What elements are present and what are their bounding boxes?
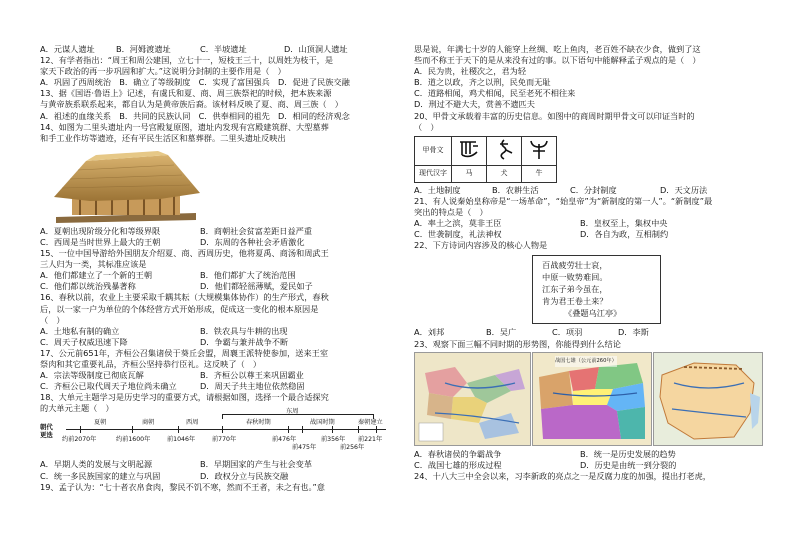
- poem-box: [532, 255, 661, 324]
- q20-line: 20、甲骨文承载着丰富的历史信息。如图中的商周时期甲骨文可以印证当时的: [414, 110, 695, 121]
- q20-options: A．土地制度 B．农耕生活 C．分封制度 D．天文历法: [414, 184, 708, 195]
- q15-line: 15、一位中国导游给外国朋友介绍夏、商、西周历史，他将夏禹、商汤和周武王: [40, 248, 329, 259]
- q23-line: 23、观察下面三幅不同时期的形势图，你能得到什么结论: [414, 338, 621, 349]
- q22-line: 22、下方诗词内容涉及的核心人物是: [414, 240, 548, 251]
- historical-maps: [414, 352, 764, 446]
- q15-options: A．他们都建立了一个新的王朝 B．他们都扩大了统治范围: [40, 270, 296, 281]
- poem-line: 百战疲劳壮士哀，: [542, 260, 608, 271]
- q17-options: C．齐桓公已取代周天子地位尚未确立 D．周天子共主地位依然稳固: [40, 381, 305, 392]
- q12-line: 家天下政治的再一步巩固和扩大。”这说明分封制的主要作用是（ ）: [40, 66, 286, 77]
- q21-line: 21、有人说秦始皇称帝是“一场革命”，“始皇帝”为“新制度的第一人”。“新制度”最: [414, 195, 713, 206]
- oracle-glyph-ox-icon: [522, 136, 557, 165]
- q22-options: A．刘邦 B．吴广 C．项羽 D．李斯: [414, 327, 649, 338]
- map-warring-states: [532, 352, 652, 446]
- q12-line: 12、有学者指出：“周王和周公建国，立七十一，短枝王三十，以周姓为枝干，是: [40, 55, 334, 66]
- q19-line: 19、孟子认为：“七十者衣帛食肉，黎民不饥不寒，然而不王者，未之有也。”意: [40, 481, 325, 492]
- timeline-segment: 战国时期: [310, 419, 335, 427]
- q23-options: A．春秋诸侯的争霸战争 B．统一是历史发展的趋势: [414, 448, 676, 459]
- q23-options: C．战国七雄的形成过程 D．历史是由统一到分裂的: [414, 459, 677, 470]
- q18-line: 18、大单元主题学习是历史学习的重要方式，请根据如图，选择一个最合适探究: [40, 392, 329, 403]
- q17-line: 17、公元前651年，齐桓公召集诸侯于葵丘会盟，周襄王派特使参加，送来王室: [40, 347, 329, 358]
- q16-options: C．周天子权威迅速下降 D．争霸与兼并战争不断: [40, 336, 289, 347]
- modern-char: 马: [452, 165, 487, 182]
- q12-options: A．巩固了西周统治 B．确立了等级制度 C．实现了富国强兵 D．促进了民族交融: [40, 77, 350, 88]
- oracle-glyph-dog-icon: [487, 136, 522, 165]
- q19-line: 些而不称王于天下的是从来没有过的事。以下语句中能解释孟子观点的是（ ）: [414, 55, 701, 66]
- map-qin-unification: [653, 352, 763, 446]
- q13-line: 与黄帝族系联系起来，都自认为是黄帝族后裔。该材料反映了夏、商、周三族（ ）: [40, 99, 343, 110]
- q19-option: D．刑过不避大夫，赏善不遗匹夫: [414, 99, 535, 110]
- timeline-row-label: 朝代 更迭: [40, 423, 53, 439]
- poem-line: 江东子弟今虽在，: [542, 284, 608, 295]
- timeline-year: 前1046年: [167, 436, 196, 444]
- q20-line: （ ）: [414, 121, 439, 132]
- q15-line: 三人归为一类，其标准应该是: [40, 259, 147, 270]
- q17-line: 祭肉和其它重要礼品，齐桓公坚持恭行臣礼。这反映了（ ）: [40, 358, 262, 369]
- map-spring-autumn: [414, 352, 531, 446]
- palace-reconstruction-image: [50, 147, 202, 225]
- poem-source: 《叠题乌江亭》: [564, 308, 622, 319]
- q15-options: C．他们都以统治残暴著称 D．他们都轻徭薄赋，爱民如子: [40, 281, 313, 292]
- q19-option: A．民为贵，社稷次之，君为轻: [414, 66, 527, 77]
- q21-options: C．世袭制度，礼法神权 D．各自为政，互相制约: [414, 229, 669, 240]
- q14-options: C．西周是当时世界上最大的王朝 D．东周的各种社会矛盾激化: [40, 236, 305, 247]
- modern-char: 犬: [487, 165, 522, 182]
- q11-options: A．元谋人遗址 B．河姆渡遗址 C．半坡遗址 D．山顶洞人遗址: [40, 44, 348, 54]
- q14-line: 14、如图为二里头遗址内一号宫殿复原图，遗址内发现有宫殿建筑群、大型墓葬: [40, 121, 329, 132]
- q19-option: B．道之以政，齐之以刑，民免而无耻: [414, 77, 551, 88]
- q16-line: 16、春秋以前，农业上主要采取千耦其耘（大规模集体协作）的生产形式，春秋: [40, 292, 329, 303]
- timeline-segment: 春秋时期: [246, 419, 271, 427]
- timeline-year: 前770年: [212, 436, 237, 444]
- poem-line: 肯为君王卷土来？: [542, 296, 608, 307]
- timeline-segment: 商朝: [142, 419, 155, 427]
- oracle-bone-table: [414, 136, 557, 183]
- q19-line: 思是说，年满七十岁的人能穿上丝绸、吃上鱼肉，老百姓不缺衣少食，做到了这: [414, 44, 701, 54]
- q18-line: 的大单元主题（ ）: [40, 403, 114, 414]
- q21-line: 突出的特点是（ ）: [414, 207, 488, 218]
- timeline-year: 前475年: [292, 444, 317, 452]
- timeline-segment: 西周: [186, 419, 199, 427]
- timeline-year: 前476年: [272, 436, 297, 444]
- east-zhou-label: 东周: [286, 408, 299, 416]
- timeline-segment: 秦朝建立: [358, 419, 383, 427]
- q14-options: A．夏朝出现阶级分化和等级界限 B．商朝社会贫富差距日益严重: [40, 225, 313, 236]
- q16-line: （ ）: [40, 314, 65, 325]
- timeline-year: 前356年: [321, 436, 346, 444]
- timeline-year: 前221年: [358, 436, 383, 444]
- q16-options: A．土地私有制的确立 B．铁农具与牛耕的出现: [40, 325, 288, 336]
- timeline-segment: 夏朝: [94, 419, 107, 427]
- right-column: [414, 44, 764, 482]
- oracle-glyph-horse-icon: [452, 136, 487, 165]
- modern-char: 牛: [522, 165, 557, 182]
- left-column: [40, 44, 386, 493]
- q21-options: A．率土之滨，莫非王臣 B．皇权至上，集权中央: [414, 218, 668, 229]
- timeline-axis: [66, 429, 386, 430]
- oracle-row-label: 现代汉字: [415, 165, 452, 182]
- timeline-year: 前256年: [340, 444, 365, 452]
- map-caption: 战国七雄（公元前260年）: [555, 356, 617, 367]
- q24-line: 24、十八大三中全会以来，习李新政的亮点之一是反腐力度的加强，提出打老虎，: [414, 470, 711, 481]
- q17-options: A．宗法等级制度已彻底瓦解 B．齐桓公以尊王来巩固霸业: [40, 370, 304, 381]
- q18-options: C．统一多民族国家的建立与巩固 D．政权分立与民族交融: [40, 470, 289, 481]
- q18-options: A．早期人类的发展与文明起源 B．早期国家的产生与社会变革: [40, 459, 313, 470]
- q16-line: 后，以一家一户为单位的个体经营方式开始形成，促成这一变化的根本原因是: [40, 303, 319, 314]
- q14-line: 和手工业作坊等遗迹，还有平民生活区和墓葬群。二里头遗址反映出: [40, 132, 286, 143]
- timeline-year: 约前1600年: [116, 436, 151, 444]
- poem-line: 中原一败势难回。: [542, 272, 608, 283]
- timeline-year: 约前2070年: [62, 436, 97, 444]
- oracle-row-label: 甲骨文: [415, 136, 452, 165]
- q19-option: C．道路相闻，鸡犬相闻，民至老死不相往来: [414, 88, 576, 99]
- q13-line: 13、据《国语·鲁语上》记述，有虞氏和夏、商、周三族祭祀的时候，把本族来源: [40, 88, 332, 99]
- q13-options: A．祖述的血缘关系 B．共同的民族认同 C．供奉相同的祖先 D．相同的经济观念: [40, 110, 350, 121]
